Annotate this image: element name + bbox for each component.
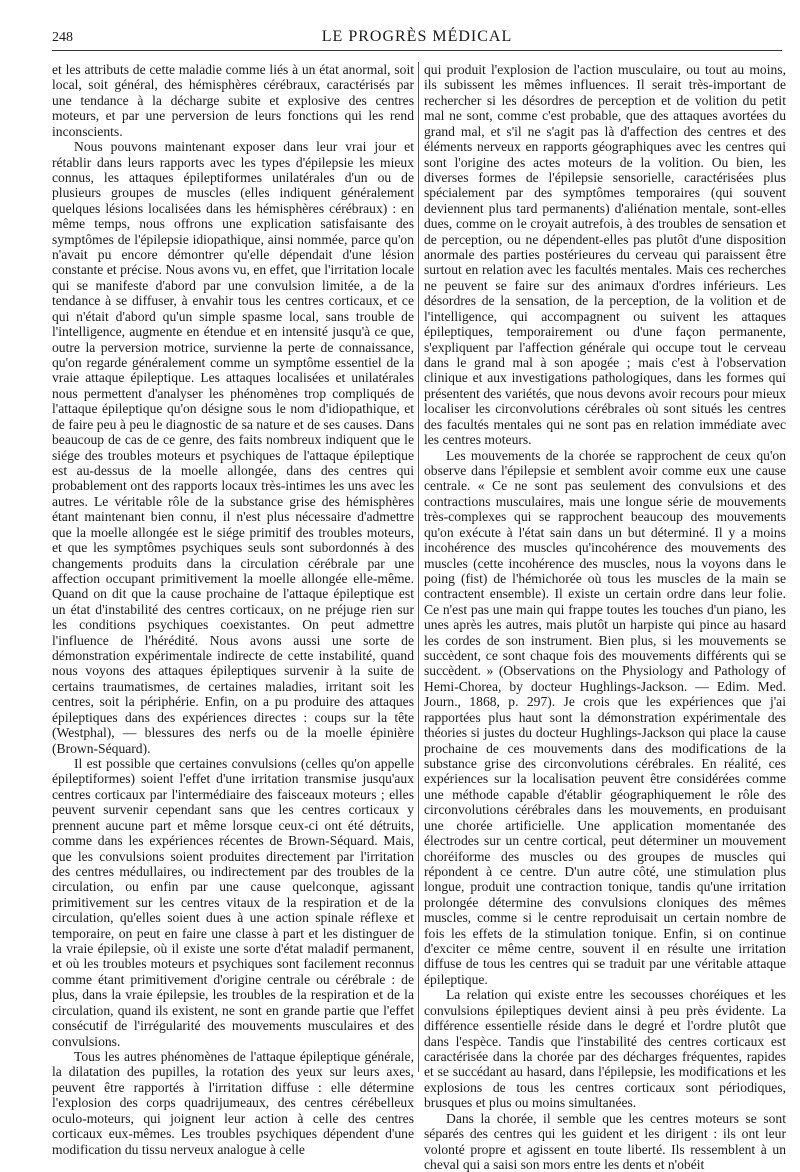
paragraph: La relation qui existe entre les secousses choréiques et les convulsions épileptiques devient ainsi à peu près évidente. La différence essentielle réside dans le degré et l'ordre plutôt que dans l'espèce. Tandis que l'instabilité des centres corticaux est caractérisée dans la chorée par des décharges fréquentes, rapides et se succédant au hasard, dans l'épilepsie, les modifications et les explosions de tous les centres corticaux sont périodiques, brusques et plus ou moins simultanées. [424,987,786,1111]
header-rule [52,50,782,51]
paragraph: qui produit l'explosion de l'action musculaire, ou tout au moins, ils subissent les mêmes influences. Il serait très-important de rechercher si les désordres de perception et de volition du petit mal ne sont, comme c'est probable, que des attaques avortées du grand mal, et s'il ne s'agit pas là d'affection des centres et des éléments nerveux en rapports géographiques avec les centres qui sont l'origine des actes moteurs de la volition. Ou bien, les diverses formes de l'épilepsie sensorielle, caractérisées plus spécialement par des symptômes temporaires (qui souvent deviennent plus tard permanents) d'aliénation mentale, sont-elles dues, comme on le croyait autrefois, à des troubles de sensation et de perception, ou ne dépendent-elles pas plutôt d'une disposition anormale des parties postérieures du cerveau qui paraissent être surtout en relation avec les facultés mentales. Mais ces recherches ne peuvent se faire sur des animaux d'ordres inférieurs. Les désordres de la sensation, de la perception, de la volition et de l'intelligence, qui accompagnent ou suivent les attaques épileptiques, temporairement ou d'une façon permanente, s'expliquent par l'affection générale qui occupe tout le cerveau dans le grand mal à son apogée ; mais c'est à l'observation clinique et aux investigations pathologiques, dans les formes qui présentent des variétés, que nous devons avoir recours pour mieux localiser les circonvolutions cérébrales où sont situés les centres des facultés mentales qui ne sont pas en relation immédiate avec les centres moteurs. [424,62,786,448]
paragraph: Les mouvements de la chorée se rapprochent de ceux qu'on observe dans l'épilepsie et semblent avoir comme eux une cause centrale. « Ce ne sont pas seulement des convulsions et des contractions musculaires, mais une longue série de mouvements très-complexes qui se rapprochent beaucoup des mouvements qu'on exécute à l'état sain dans un but déterminé. Il y a moins incohérence des muscles qu'incohérence des mouvements des muscles (cette incohérence des muscles, nous la voyons dans le poing (fist) de l'hémichorée où tous les muscles de la main se contractent ensemble). Il existe un certain ordre dans leur folie. Ce n'est pas une main qui frappe toutes les touches d'un piano, les unes après les autres, mais plutôt un harpiste qui pince au hasard les cordes de son instrument. Bien plus, si les mouvements se succèdent, ce sont chaque fois des mouvements différents qui se succèdent. » (Observations on the Physiology and Pathology of Hemi-Chorea, by docteur Hughlings-Jackson. — Edim. Med. Journ., 1868, p. 297). Je crois que les expériences que j'ai rapportées plus haut sont la démonstration expérimentale des théories si justes du docteur Hughlings-Jackson qui place la cause prochaine de ces mouvements dans des modifications de la substance grise des circonvolutions cérébrales. En réalité, ces expériences sur la localisation peuvent être considérées comme une méthode capable d'établir géographiquement le rôle des circonvolutions cérébrales dans les mouvements, en produisant une chorée artificielle. Une application momentanée des électrodes sur un centre cortical, peut déterminer un mouvement choréiforme des muscles ou des groupes de muscles qui répondent à ce centre. D'un autre côté, une stimulation plus longue, produit une contraction tonique, tandis qu'une irritation prolongée détermine des convulsions cloniques des mêmes muscles, comme si le centre reproduisait un certain nombre de fois les effets de la stimulation tonique. Enfin, si on continue d'exciter ce même centre, souvent il en résulte une irritation diffuse de tous les centres qui se traduit par une véritable attaque épileptique. [424,447,786,987]
paragraph: Tous les autres phénomènes de l'attaque épileptique générale, la dilatation des pupilles, la rotation des yeux sur leurs axes, peuvent être rapportés à l'irritation diffuse : elle détermine l'explosion des corps quadrijumeaux, des centres cérébelleux oculo-moteurs, qui joignent leur action à celle des centres corticaux eux-mêmes. Les troubles psychiques dépendent d'une modification du tissu nerveux analogue à celle [52,1049,414,1157]
left-column [52,62,414,1157]
paragraph: et les attributs de cette maladie comme liés à un état anormal, soit local, soit général, des hémisphères cérébraux, caractérisés par une tendance à la décharge subite et explosive des centres moteurs, et par une perversion de leurs fonctions qui les rend inconscients. [52,62,414,139]
journal-title: LE PROGRÈS MÉDICAL [321,28,513,45]
page-header [52,24,782,46]
paragraph: Dans la chorée, il semble que les centres moteurs se sont séparés des centres qui les guident et les dirigent : ils ont leur volonté propre et agissent en toute liberté. Ils ressemblent à un cheval qui a saisi son mors entre les dents et n'obéit [424,1110,786,1172]
right-column [424,62,786,1172]
paragraph: Nous pouvons maintenant exposer dans leur vrai jour et rétablir dans leurs rapports avec les types d'épilepsie les mieux connus, les attaques épileptiformes unilatérales d'un ou de plusieurs groupes de muscles (elles indiquent généralement quelques lésions localisées dans les hémisphères cérébraux) : en même temps, nous offrons une explication satisfaisante des symptômes de l'épilepsie idiopathique, ainsi nommée, parce qu'on n'avait pu encore démontrer qu'elle dépendait d'une lésion constante et précise. Nous avons vu, en effet, que l'irritation locale qui se manifeste d'abord par une convulsion limitée, a de la tendance à se diffuser, à envahir tous les centres corticaux, et ce qui n'était d'abord qu'un simple spasme local, sans trouble de l'intelligence, augmente en étendue et en intensité jusqu'à ce que, outre la perversion motrice, survienne la perte de connaissance, qu'on regarde généralement comme un symptôme essentiel de la vraie attaque épileptique. Les attaques localisées et unilatérales nous permettent d'analyser les phénomènes trop compliqués de l'attaque épileptique qu'on désigne sous le nom d'idiopathique, et de faire peu à peu le diagnostic de sa nature et de ses causes. Dans beaucoup de cas de ce genre, des faits nombreux indiquent que le siége des troubles moteurs et psychiques de l'attaque épileptique est au-dessus de la moelle allongée, dans des centres qui probablement ont des rapports locaux très-intimes les uns avec les autres. Le véritable rôle de la substance grise des hémisphères étant maintenant bien connu, il n'est plus nécessaire d'admettre que la moelle allongée est le siége primitif des troubles moteurs, et que les symptômes psychiques seuls sont subordonnés à des changements produits dans la circulation cérébrale par une affection occupant primitivement la moelle allongée elle-même. Quand on dit que la cause prochaine de l'attaque épileptique est un état d'instabilité des centres corticaux, on ne préjuge rien sur les conditions psychiques coexistantes. On peut admettre l'influence de l'hérédité. Nous avons aussi une sorte de démonstration expérimentale indirecte de cette instabilité, quand nous voyons des attaques épileptiques survenir à la suite de certains traumatismes, de certaines maladies, irritant soit les centres, soit la périphérie. Enfin, on a pu produire des attaques épileptiques dans des expériences directes : coups sur la tête (Westphal), — blessures des nerfs ou de la moelle épinière (Brown-Séquard). [52,139,414,756]
paragraph: Il est possible que certaines convulsions (celles qu'on appelle épileptiformes) soient l'effet d'une irritation transmise jusqu'aux centres corticaux par l'intermédiaire des faisceaux moteurs ; elles peuvent survenir cependant sans que les centres corticaux y prennent aucune part et même lorsque ceux-ci ont été détruits, comme dans les expériences récentes de Brown-Séquard. Mais, que les convulsions soient produites directement par l'irritation des centres médullaires, ou indirectement par des troubles de la circulation, ou enfin par une cause quelconque, agissant primitivement sur les centres vitaux de la respiration et de la circulation, qu'elles soient dues à une action spinale réflexe et temporaire, on peut en faire une classe à part et les distinguer de la vraie épilepsie, où il existe une sorte d'état maladif permanent, et où les troubles moteurs et psychiques sont facilement reconnus comme étant primitivement d'origine centrale ou cérébrale : de plus, dans la vraie épilepsie, les troubles de la respiration et de la circulation, quand ils existent, ne sont en grande partie que l'effet consécutif de l'irrégularité des mouvements musculaires et des convulsions. [52,755,414,1049]
column-divider [418,62,419,1072]
page-number: 248 [52,30,73,45]
